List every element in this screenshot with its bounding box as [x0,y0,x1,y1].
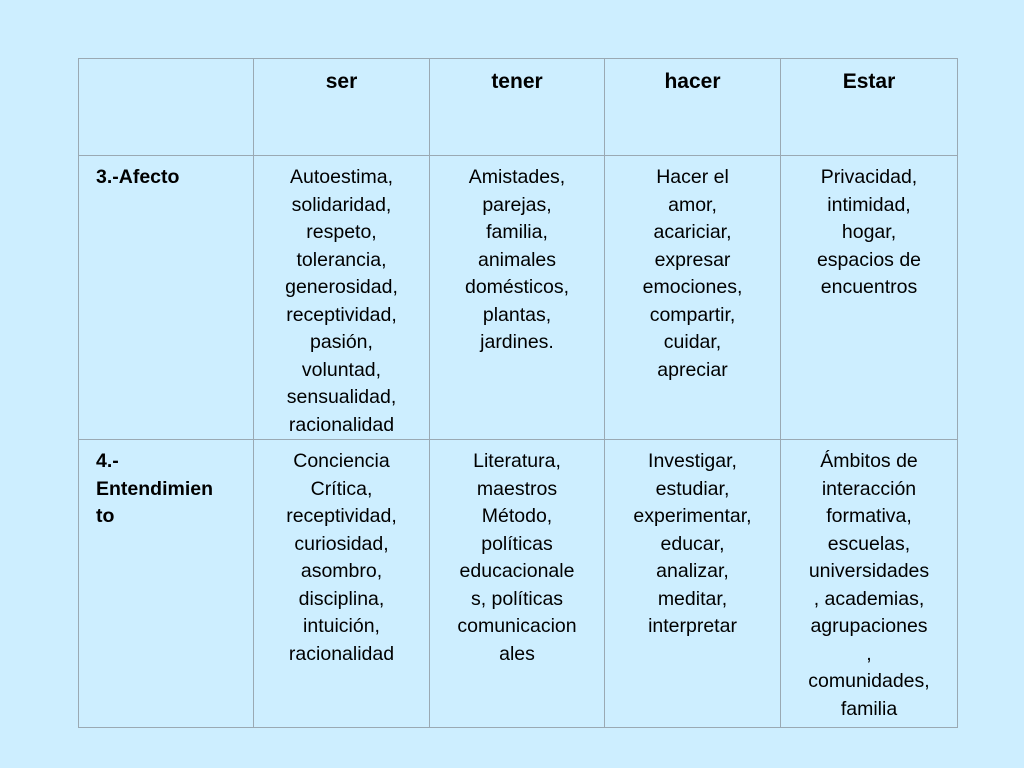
header-ser: ser [254,59,430,156]
header-tener: tener [430,59,605,156]
needs-matrix-table [78,58,958,728]
cell-afecto-hacer: Hacer el amor, acariciar, expresar emociones, compartir, cuidar, apreciar [605,156,781,440]
cell-entendimiento-tener: Literatura, maestros Método, políticas educacionale s, políticas comunicacion ales [430,440,605,728]
table-row-entendimiento [79,440,958,728]
header-empty-cell [79,59,254,156]
cell-afecto-estar: Privacidad, intimidad, hogar, espacios de encuentros [781,156,958,440]
cell-afecto-ser: Autoestima, solidaridad, respeto, tolerancia, generosidad, receptividad, pasión, voluntad, sensualidad, racionalidad [254,156,430,440]
row-label-entendimiento: 4.- Entendimien to [79,440,254,728]
header-hacer: hacer [605,59,781,156]
header-estar: Estar [781,59,958,156]
cell-entendimiento-estar: Ámbitos de interacción formativa, escuelas, universidades , academias, agrupaciones , comunidades, familia [781,440,958,728]
cell-afecto-tener: Amistades, parejas, familia, animales domésticos, plantas, jardines. [430,156,605,440]
cell-entendimiento-ser: Conciencia Crítica, receptividad, curiosidad, asombro, disciplina, intuición, racionalidad [254,440,430,728]
row-label-afecto: 3.-Afecto [79,156,254,440]
cell-entendimiento-hacer: Investigar, estudiar, experimentar, educar, analizar, meditar, interpretar [605,440,781,728]
header-row [79,59,958,156]
table-row-afecto [79,156,958,440]
